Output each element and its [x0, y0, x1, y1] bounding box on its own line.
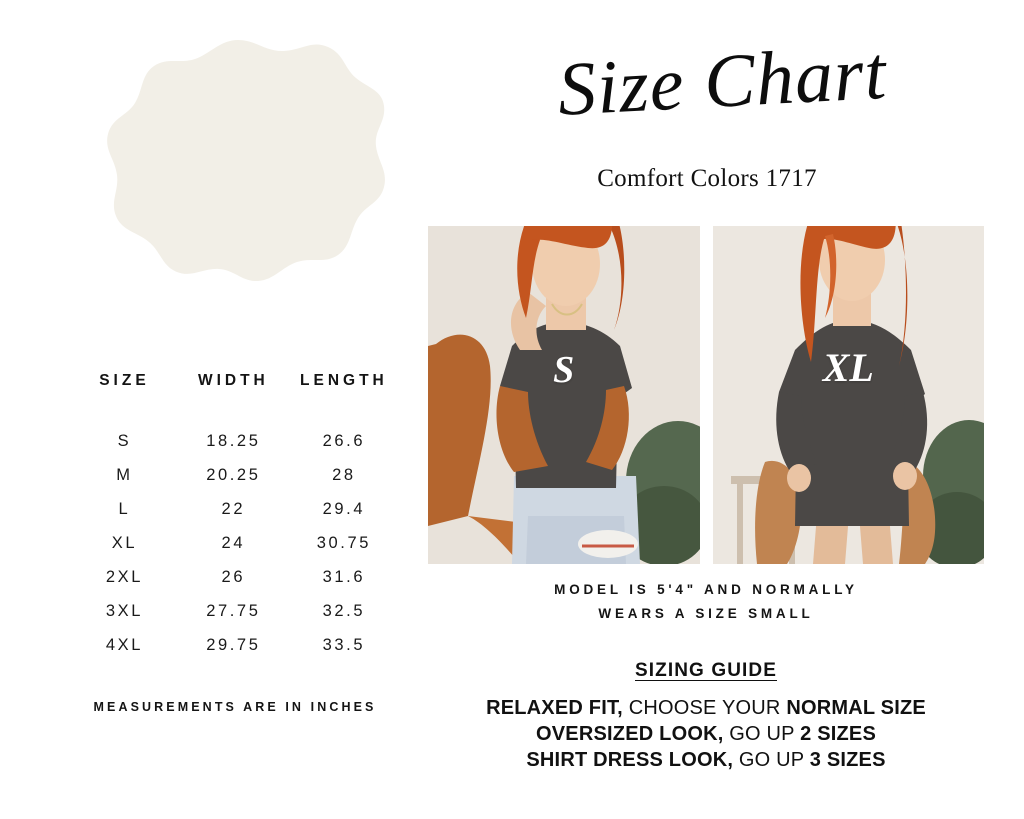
- cell-width: 27.75: [206, 601, 261, 620]
- cell-length: 32.5: [322, 601, 366, 620]
- model-photo-xl: [713, 226, 985, 564]
- table-row: [70, 492, 400, 526]
- cell-size: S: [117, 431, 132, 450]
- column-header-length: LENGTH: [300, 372, 388, 389]
- cell-size: M: [116, 465, 133, 484]
- sizing-guide-line: [428, 747, 984, 773]
- model-note-line-2: WEARS A SIZE SMALL: [598, 606, 814, 621]
- sizing-guide-lines: [428, 695, 984, 773]
- guide-line-2-end: 2 SIZES: [800, 723, 876, 745]
- size-table: [70, 372, 400, 662]
- cell-length: 30.75: [316, 533, 372, 552]
- measurements-note: MEASUREMENTS ARE IN INCHES: [93, 700, 377, 714]
- cell-width: 29.75: [206, 635, 261, 654]
- guide-line-1-mid: CHOOSE YOUR: [628, 697, 787, 719]
- model-photos: [428, 226, 984, 564]
- cell-size: 2XL: [105, 567, 144, 586]
- cell-width: 18.25: [206, 431, 261, 450]
- cell-size: 3XL: [105, 601, 144, 620]
- model-note-line-1: MODEL IS 5'4" AND NORMALLY: [554, 582, 858, 597]
- guide-line-3-mid: GO UP: [738, 749, 810, 771]
- page-title: Size Chart: [555, 30, 889, 132]
- cell-width: 22: [221, 499, 246, 518]
- guide-line-2-mid: GO UP: [729, 723, 801, 745]
- page-subtitle: Comfort Colors 1717: [597, 165, 817, 192]
- table-row: [70, 424, 400, 458]
- cell-length: 29.4: [322, 499, 366, 518]
- photo-size-label-xl: XL: [822, 345, 874, 390]
- table-row: [70, 560, 400, 594]
- cell-size: 4XL: [105, 635, 144, 654]
- sizing-guide-line: [428, 695, 984, 721]
- cell-width: 24: [221, 533, 246, 552]
- table-header-row: [70, 372, 400, 424]
- table-row: [70, 628, 400, 662]
- cell-width: 20.25: [206, 465, 261, 484]
- cell-length: 26.6: [322, 431, 366, 450]
- cell-size: L: [118, 499, 131, 518]
- table-row: [70, 526, 400, 560]
- cell-length: 33.5: [322, 635, 366, 654]
- sizing-guide-line: [428, 721, 984, 747]
- model-note: [428, 578, 984, 626]
- cell-size: XL: [111, 533, 138, 552]
- guide-line-3-start: SHIRT DRESS LOOK,: [526, 749, 739, 771]
- table-row: [70, 458, 400, 492]
- cell-width: 26: [221, 567, 246, 586]
- sizing-guide-title: SIZING GUIDE: [635, 660, 777, 681]
- photo-size-label-small: S: [553, 349, 575, 391]
- guide-line-3-end: 3 SIZES: [809, 749, 886, 771]
- guide-line-2-start: OVERSIZED LOOK,: [536, 723, 730, 745]
- cell-length: 28: [332, 465, 356, 484]
- column-header-size: SIZE: [99, 372, 150, 389]
- guide-line-1-start: RELAXED FIT,: [486, 697, 629, 719]
- scalloped-blob-decoration: [88, 38, 388, 300]
- cell-length: 31.6: [322, 567, 366, 586]
- guide-line-1-end: NORMAL SIZE: [786, 697, 926, 719]
- column-header-width: WIDTH: [197, 372, 269, 389]
- table-row: [70, 594, 400, 628]
- model-photo-small: [428, 226, 700, 564]
